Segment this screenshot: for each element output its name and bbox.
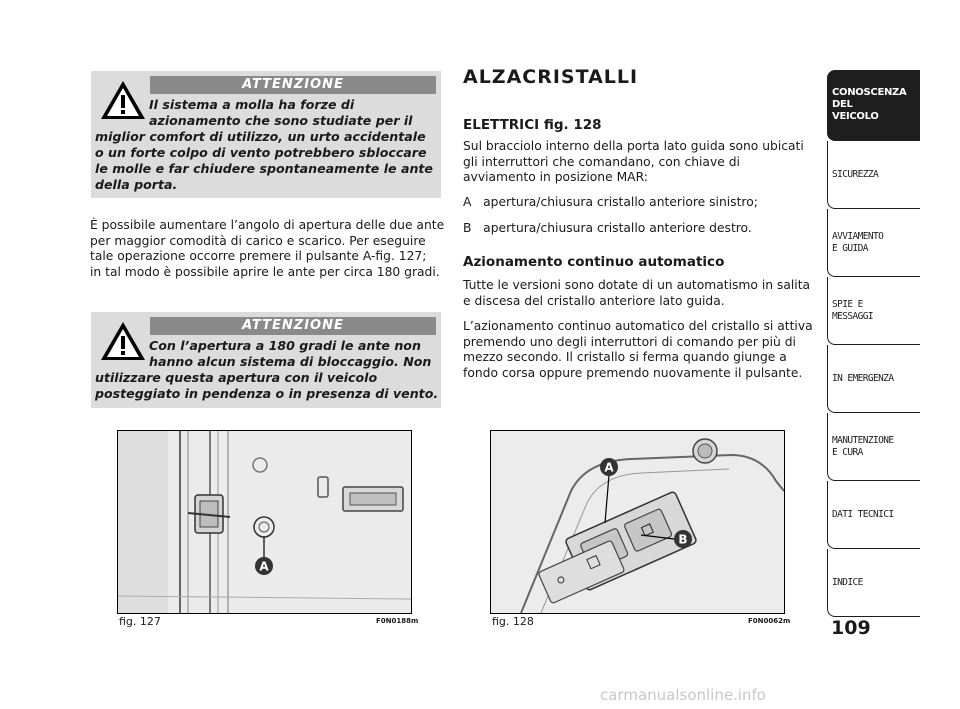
tab-spie-e-messaggi[interactable]: SPIE E MESSAGGI (827, 277, 920, 345)
body-paragraph: È possibile aumentare l’angolo di apertura delle due ante per maggior comodità di carico e scarico. Per eseguire tale operazione occorre premere il pulsante A-fig. 127; in tal modo è possibile aprire le ante per circa 180 gradi. (90, 218, 445, 279)
paragraph-2: L’azionamento continuo automatico del cristallo si attiva premendo uno degli interruttori di comando per più di mezzo secondo. Il cristallo si ferma quando giunge a fondo corsa oppure premendo nuovamente il pulsante. (463, 319, 813, 380)
section-subtitle: ELETTRICI fig. 128 (463, 117, 602, 133)
tab-in-emergenza[interactable]: IN EMERGENZA (827, 345, 920, 413)
subheading: Azionamento continuo automatico (463, 254, 725, 270)
figure-marker-a: A (604, 460, 614, 475)
tab-indice[interactable]: INDICE (827, 549, 920, 617)
watermark: carmanualsonline.info (600, 686, 766, 704)
window-switch-illustration (491, 431, 784, 613)
paragraph-1: Tutte le versioni sono dotate di un automatismo in salita e discesa del cristallo anteriore lato guida. (463, 278, 811, 308)
tab-avviamento-e-guida[interactable]: AVVIAMENTO E GUIDA (827, 209, 920, 277)
figure-128-image (490, 430, 785, 614)
figure-127-caption: fig. 127 (119, 615, 161, 628)
figure-128-caption: fig. 128 (492, 615, 534, 628)
section-title: ALZACRISTALLI (463, 66, 639, 88)
page-number: 109 (831, 617, 871, 639)
intro-paragraph: Sul bracciolo interno della porta lato guida sono ubicati gli interruttori che comandano, con chiave di avviamento in posizione MAR: (463, 139, 804, 185)
warning-text: Il sistema a molla ha forze di azionamento che sono studiate per il miglior comfort di utilizzo, un urto accidentale o un forte colpo di vento potrebbero sbloccare le molle e far chiudere spontaneamente le ante della porta. (95, 97, 433, 192)
figure-marker-b: B (678, 532, 688, 547)
warning-box-1 (91, 71, 441, 198)
figure-127-code: F0N0188m (376, 617, 419, 625)
door-hinge-illustration (118, 431, 411, 613)
warning-label: ATTENZIONE (150, 76, 436, 94)
warning-box-2 (91, 312, 441, 408)
tab-manutenzione-e-cura[interactable]: MANUTENZIONE E CURA (827, 413, 920, 481)
figure-128-code: F0N0062m (748, 617, 791, 625)
tab-conoscenza-del-veicolo[interactable]: CONOSCENZA DEL VEICOLO (827, 70, 920, 141)
tab-dati-tecnici[interactable]: DATI TECNICI (827, 481, 920, 549)
warning-label: ATTENZIONE (150, 317, 436, 335)
list-item-b: B apertura/chiusura cristallo anteriore destro. (463, 221, 752, 235)
list-item-a: A apertura/chiusura cristallo anteriore sinistro; (463, 195, 758, 209)
figure-127-image (117, 430, 412, 614)
figure-marker-a: A (259, 559, 269, 574)
warning-text: Con l’apertura a 180 gradi le ante non hanno alcun sistema di bloccaggio. Non utilizzare questa apertura con il veicolo posteggiato in pendenza o in presenza di vento. (95, 338, 439, 401)
tab-sicurezza[interactable]: SICUREZZA (827, 141, 920, 209)
